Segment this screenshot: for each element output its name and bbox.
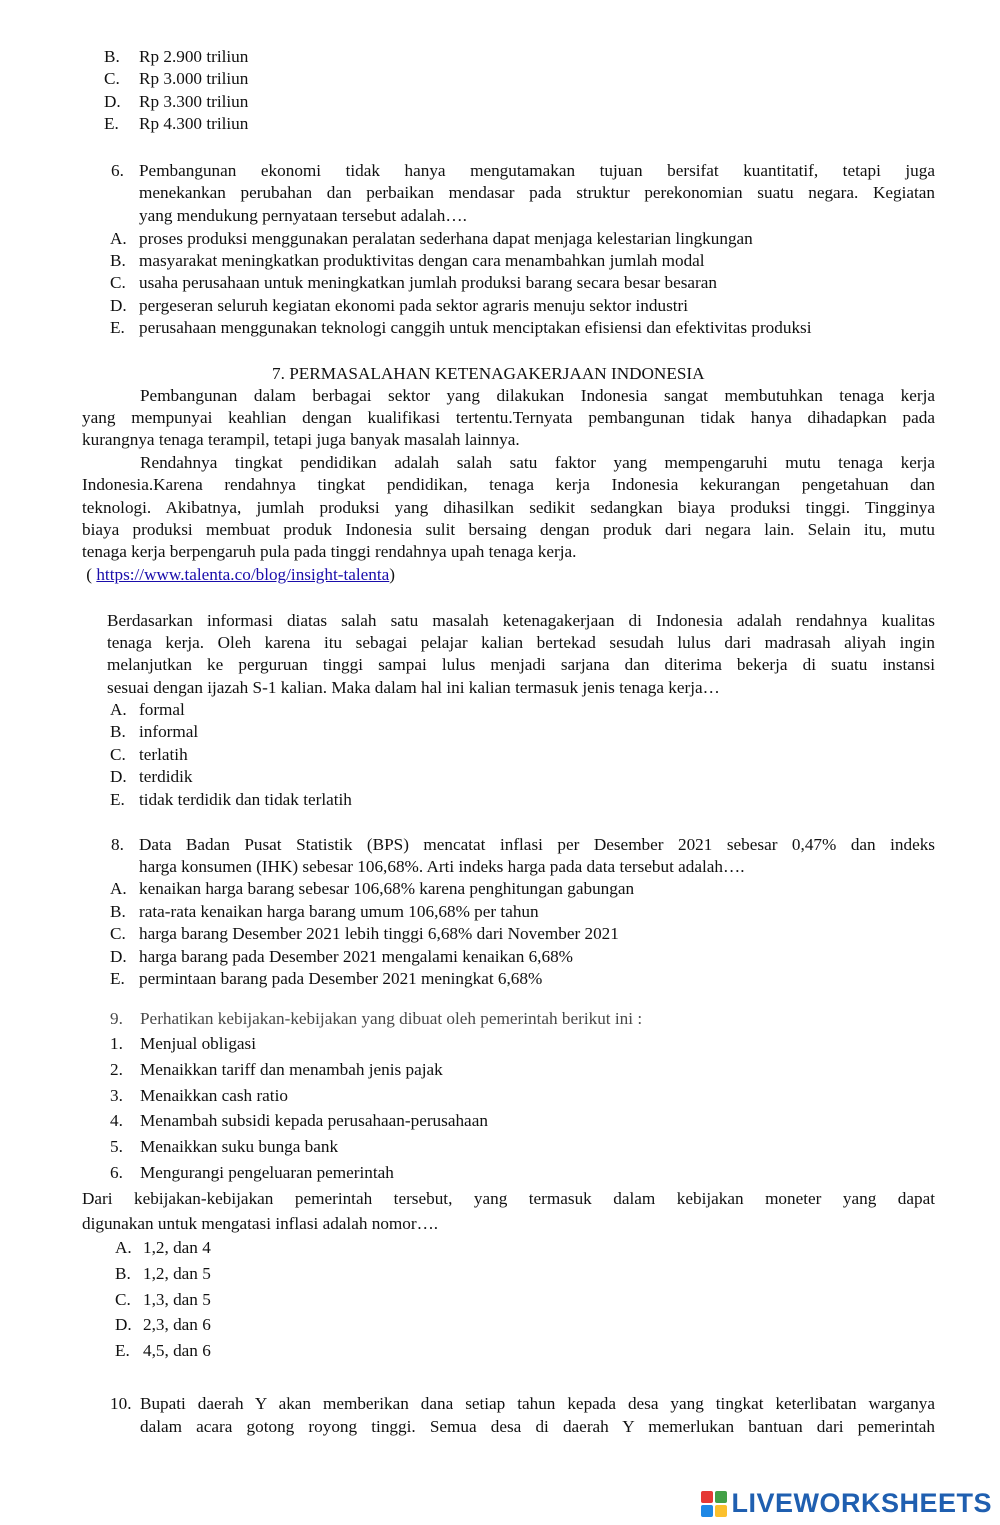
q9-question-line: Dari kebijakan-kebijakan pemerintah tersebut, yang termasuk dalam kebijakan moneter yang dapat: [82, 1189, 935, 1208]
q6-stem-line: menekankan perubahan dan perbaikan mendasar pada struktur perekonomian suatu negara. Kegiatan: [139, 183, 935, 202]
q9-question-line: digunakan untuk mengatasi inflasi adalah nomor….: [82, 1214, 439, 1233]
q9-number: 9.: [110, 1009, 123, 1028]
q7-question-line: tenaga kerja. Oleh karena itu sebagai pelajar kalian bertekad sesudah lulus dari madrasah aliyah ingin: [107, 633, 935, 652]
q7-paragraph-line: Pembangunan dalam berbagai sektor yang dilakukan Indonesia sangat membutuhkan tenaga kerja: [140, 386, 935, 405]
q7-paragraph-line: tenaga kerja berpengaruh pula pada tinggi rendahnya upah tenaga kerja.: [82, 542, 577, 561]
q7-paragraph-line: Indonesia.Karena rendahnya tingkat pendidikan, tenaga kerja Indonesia kekurangan pengetahuan dan: [82, 475, 935, 494]
q6-number: 6.: [111, 161, 124, 180]
q7-source-link[interactable]: https://www.talenta.co/blog/insight-talenta: [96, 565, 390, 584]
liveworksheets-logo-text: LIVEWORKSHEETS: [731, 1488, 992, 1518]
q10-stem-line: dalam acara gotong royong tinggi. Semua desa di daerah Y memerlukan bantuan dari pemerintah: [140, 1417, 935, 1436]
q6-stem-line: yang mendukung pernyataan tersebut adalah….: [139, 206, 467, 225]
liveworksheets-logo: [701, 1488, 992, 1519]
q7-paragraph-line: teknologi. Akibatnya, jumlah produksi yang dihasilkan sedikit sedangkan biaya produksi tinggi. Tingginya: [82, 498, 935, 517]
q8-stem-line: harga konsumen (IHK) sebesar 106,68%. Arti indeks harga pada data tersebut adalah….: [139, 857, 745, 876]
q7-paragraph-line: Rendahnya tingkat pendidikan adalah salah satu faktor yang mempengaruhi mutu tenaga kerja: [140, 453, 935, 472]
q9-stem: Perhatikan kebijakan-kebijakan yang dibuat oleh pemerintah berikut ini :: [140, 1009, 643, 1028]
q8-number: 8.: [111, 835, 124, 854]
q7-heading: 7. PERMASALAHAN KETENAGAKERJAAN INDONESIA: [272, 364, 705, 383]
q7-question-line: Berdasarkan informasi diatas salah satu masalah ketenagakerjaan di Indonesia adalah rendahnya kualitas: [107, 611, 935, 630]
q7-question-line: sesuai dengan ijazah S-1 kalian. Maka dalam hal ini kalian termasuk jenis tenaga kerja…: [107, 678, 720, 697]
q7-paragraph-line: yang mempunyai keahlian dengan kualifikasi tertentu.Ternyata pembangunan tidak hanya dihadapkan pada: [82, 408, 935, 427]
q7-paragraph-line: kurangnya tenaga terampil, tetapi juga banyak masalah lainnya.: [82, 430, 520, 449]
q7-paragraph-line: biaya produksi membuat produk Indonesia sulit bersaing dengan produk dari negara lain. Selain itu, mutu: [82, 520, 935, 539]
q7-source: ( https://www.talenta.co/blog/insight-talenta): [82, 565, 395, 584]
liveworksheets-logo-icon: [701, 1491, 727, 1517]
q10-stem-line: Bupati daerah Y akan memberikan dana setiap tahun kepada desa yang tingkat keterlibatan warganya: [140, 1394, 935, 1413]
q6-stem-line: Pembangunan ekonomi tidak hanya mengutamakan tujuan bersifat kuantitatif, tetapi juga: [139, 161, 935, 180]
q7-question-line: melanjutkan ke perguruan tinggi sampai lulus menjadi sarjana dan diterima bekerja di suatu instansi: [107, 655, 935, 674]
q10-number: 10.: [110, 1394, 132, 1413]
q8-stem-line: Data Badan Pusat Statistik (BPS) mencatat inflasi per Desember 2021 sebesar 0,47% dan indeks: [139, 835, 935, 854]
